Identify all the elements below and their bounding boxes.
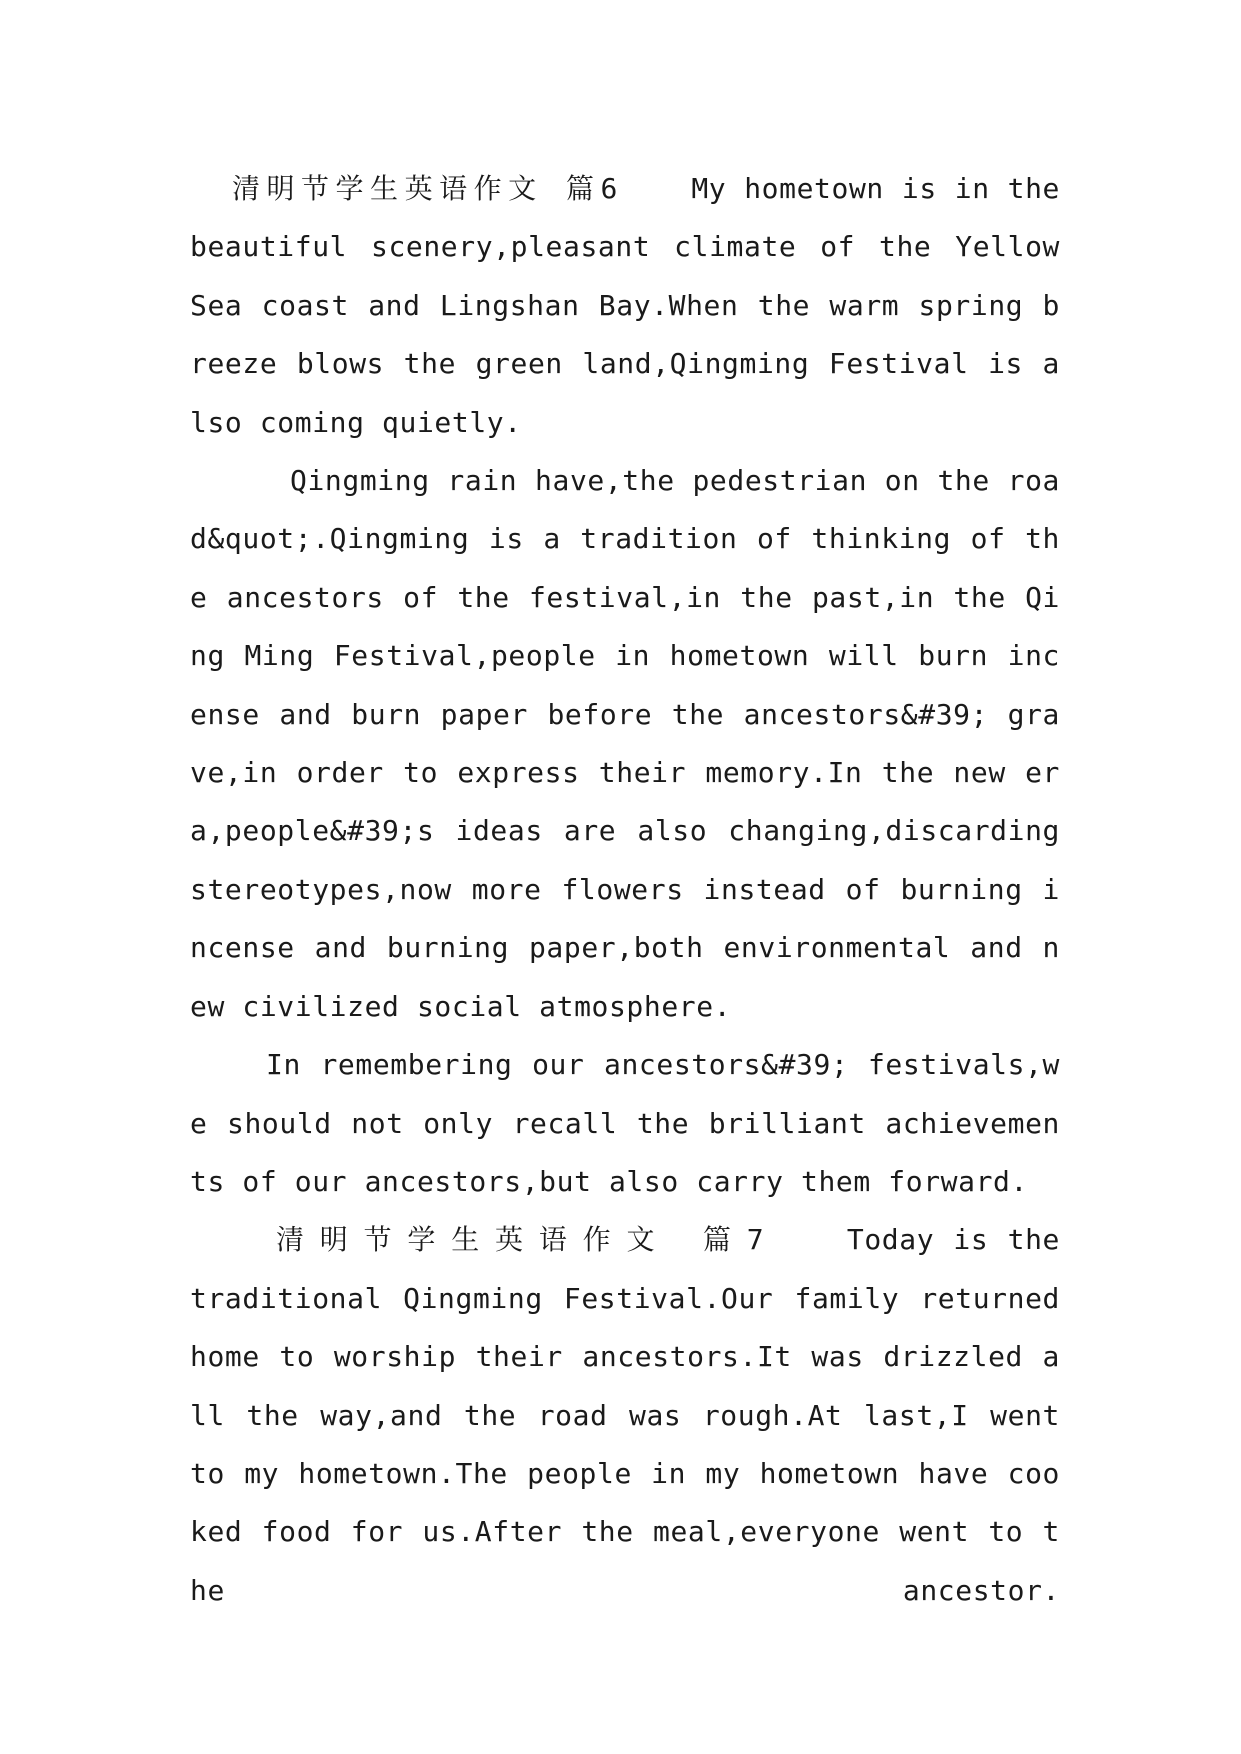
paragraph-essay-6-conclusion	[190, 1036, 1060, 1211]
paragraph-essay-6-intro	[190, 160, 1060, 452]
paragraph-text: In remembering our ancestors&#39; festivals,we should not only recall the brilliant achievements of our ancestors,but also carry them forward.	[190, 1048, 1060, 1198]
paragraph-text: Qingming rain have,the pedestrian on the road&quot;.Qingming is a tradition of thinking of the ancestors of the festival,in the past,in the Qing Ming Festival,people in hometown will burn incense and burn paper before the ancestors&#39; grave,in order to express their memory.In the new era,people&#39;s ideas are also changing,discarding stereotypes,now more flowers instead of burning incense and burning paper,both environmental and new civilized social atmosphere.	[190, 464, 1060, 1023]
essay-heading-6: 清明节学生英语作文 篇6	[232, 172, 624, 205]
essay-heading-7: 清明节学生英语作文 篇7	[276, 1223, 778, 1257]
paragraph-text: My hometown is in the beautiful scenery,pleasant climate of the Yellow Sea coast and Lingshan Bay.When the warm spring breeze blows the green land,Qingming Festival is also coming quietly.	[190, 172, 1061, 439]
paragraph-text: Today is the traditional Qingming Festival.Our family returned home to worship their ancestors.It was drizzled all the way,and the road was rough.At last,I went to my hometown.The people in my hometown have cooked food for us.After the meal,everyone went to the ancestor.	[190, 1223, 1060, 1607]
paragraph-essay-7-intro	[190, 1211, 1060, 1620]
document-body	[190, 160, 1060, 1620]
paragraph-essay-6-body	[190, 452, 1060, 1036]
